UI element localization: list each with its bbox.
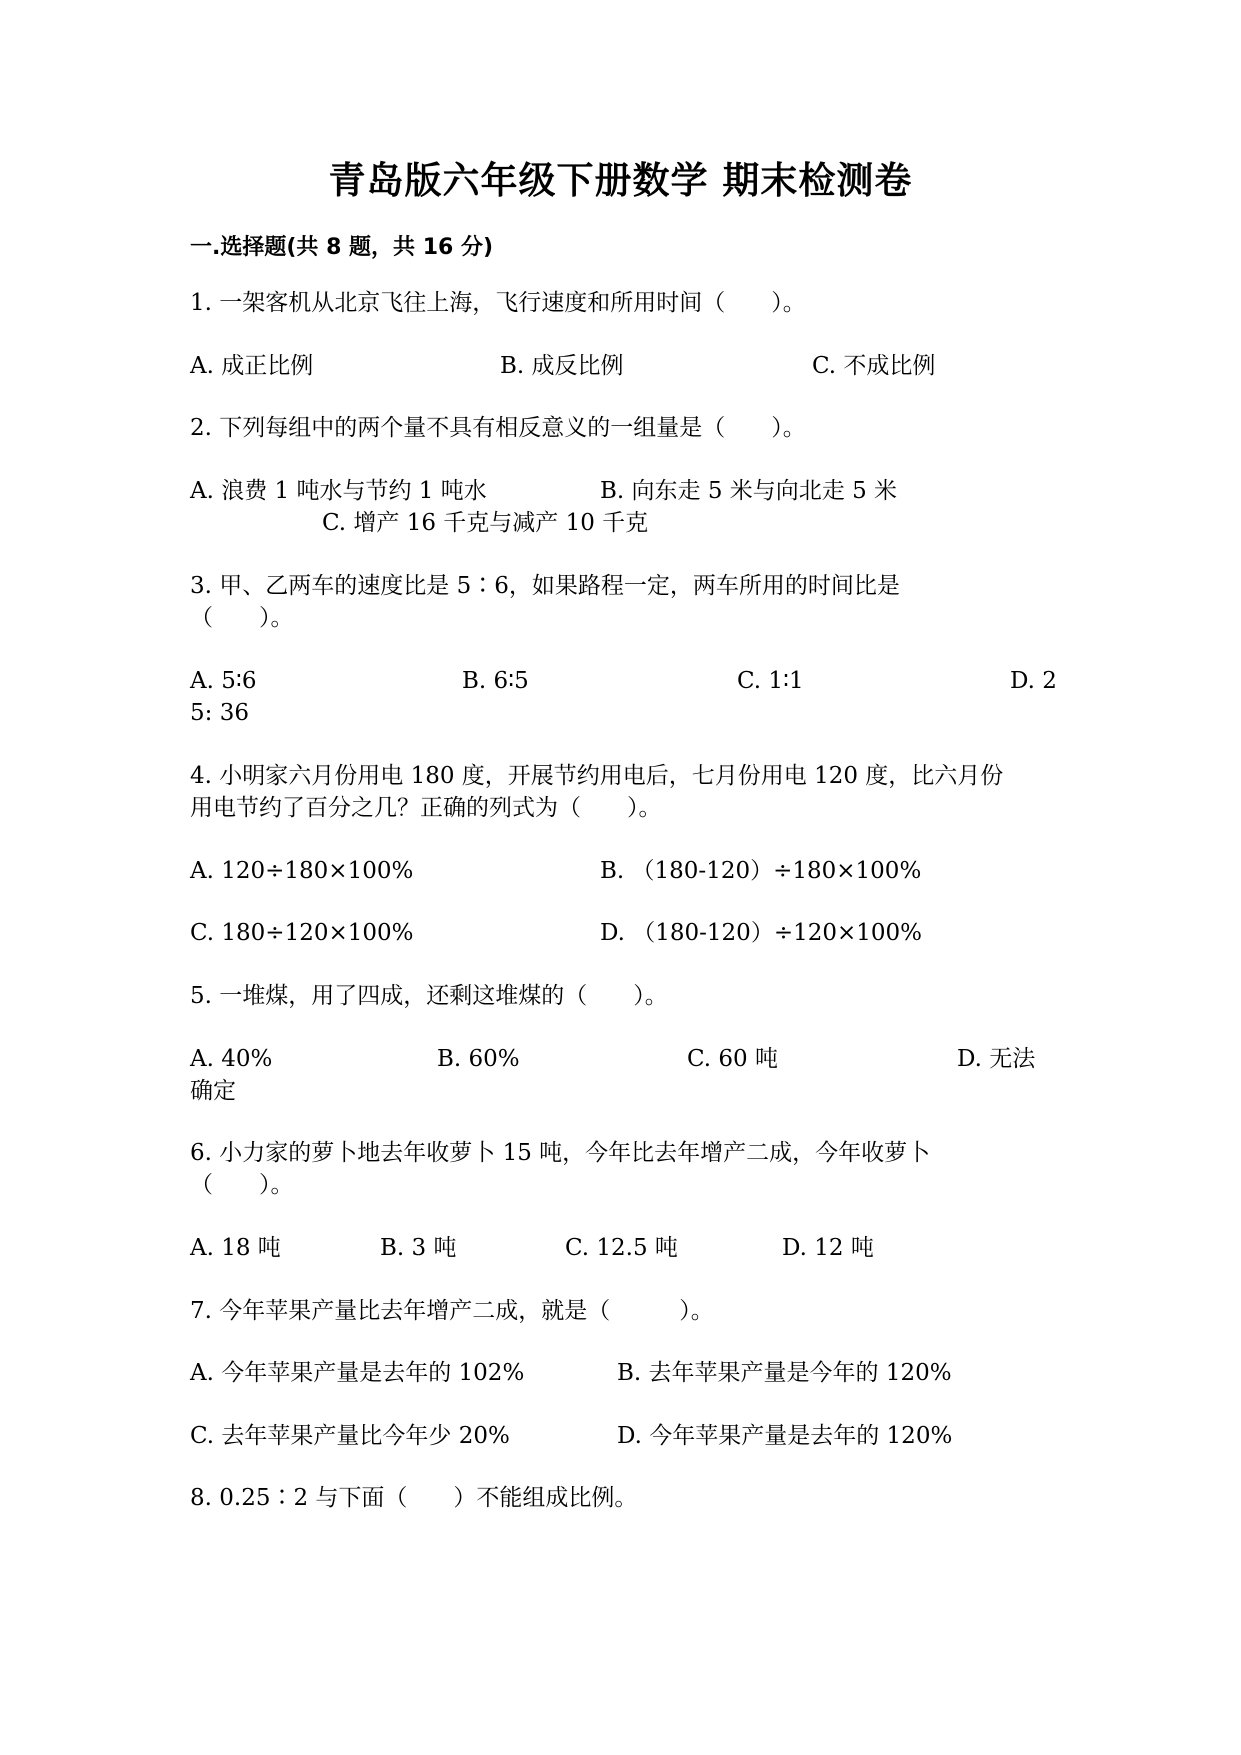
question-5-option-d: D. 无法 bbox=[957, 1046, 1036, 1072]
question-4-stem-line-2: 用电节约了百分之几？正确的列式为（ ）。 bbox=[190, 795, 662, 821]
section-heading: 一.选择题(共 8 题，共 16 分) bbox=[190, 235, 494, 260]
question-6-stem-line-1: 6. 小力家的萝卜地去年收萝卜 15 吨，今年比去年增产二成，今年收萝卜 bbox=[190, 1140, 931, 1166]
question-3-option-c: C. 1∶1 bbox=[737, 668, 804, 694]
question-1-option-c: C. 不成比例 bbox=[812, 353, 936, 379]
question-8-stem: 8. 0.25∶2 与下面（ ）不能组成比例。 bbox=[190, 1485, 638, 1511]
question-5-stem: 5. 一堆煤，用了四成，还剩这堆煤的（ ）。 bbox=[190, 983, 668, 1009]
question-2-option-a: A. 浪费 1 吨水与节约 1 吨水 bbox=[190, 478, 487, 504]
question-4-option-d: D. （180-120）÷120×100% bbox=[600, 920, 923, 946]
question-3-stem-line-2: （ ）。 bbox=[190, 605, 294, 631]
question-3-option-a: A. 5∶6 bbox=[190, 668, 257, 694]
question-6-option-d: D. 12 吨 bbox=[782, 1235, 874, 1261]
question-5-option-c: C. 60 吨 bbox=[687, 1046, 778, 1072]
question-2-option-c: C. 增产 16 千克与减产 10 千克 bbox=[322, 510, 649, 536]
question-4-stem-line-1: 4. 小明家六月份用电 180 度，开展节约用电后，七月份用电 120 度，比六月份 bbox=[190, 763, 1004, 789]
question-2-stem: 2. 下列每组中的两个量不具有相反意义的一组量是（ ）。 bbox=[190, 415, 806, 441]
question-6-option-b: B. 3 吨 bbox=[380, 1235, 457, 1261]
question-7-option-a: A. 今年苹果产量是去年的 102% bbox=[190, 1360, 525, 1386]
question-2-option-b: B. 向东走 5 米与向北走 5 米 bbox=[600, 478, 898, 504]
question-6-stem-line-2: （ ）。 bbox=[190, 1172, 294, 1198]
question-1-option-a: A. 成正比例 bbox=[190, 353, 314, 379]
question-1-option-b: B. 成反比例 bbox=[500, 353, 624, 379]
question-7-option-d: D. 今年苹果产量是去年的 120% bbox=[617, 1423, 953, 1449]
question-3-option-d: D. 2 bbox=[1010, 668, 1057, 694]
question-5-option-d-wrap: 确定 bbox=[190, 1078, 236, 1104]
question-6-option-c: C. 12.5 吨 bbox=[565, 1235, 678, 1261]
question-7-option-c: C. 去年苹果产量比今年少 20% bbox=[190, 1423, 510, 1449]
question-5-option-a: A. 40% bbox=[190, 1046, 273, 1072]
question-4-option-c: C. 180÷120×100% bbox=[190, 920, 414, 946]
question-4-option-a: A. 120÷180×100% bbox=[190, 858, 414, 884]
question-7-option-b: B. 去年苹果产量是今年的 120% bbox=[617, 1360, 952, 1386]
question-3-option-d-wrap: 5: 36 bbox=[190, 700, 249, 726]
page-title: 青岛版六年级下册数学 期末检测卷 bbox=[328, 158, 913, 202]
question-5-option-b: B. 60% bbox=[437, 1046, 520, 1072]
question-6-option-a: A. 18 吨 bbox=[190, 1235, 281, 1261]
question-4-option-b: B. （180-120）÷180×100% bbox=[600, 858, 922, 884]
question-1-stem: 1. 一架客机从北京飞往上海，飞行速度和所用时间（ ）。 bbox=[190, 290, 806, 316]
question-7-stem: 7. 今年苹果产量比去年增产二成，就是（ ）。 bbox=[190, 1298, 714, 1324]
question-3-stem-line-1: 3. 甲、乙两车的速度比是 5∶6，如果路程一定，两车所用的时间比是 bbox=[190, 573, 900, 599]
question-3-option-b: B. 6∶5 bbox=[462, 668, 529, 694]
